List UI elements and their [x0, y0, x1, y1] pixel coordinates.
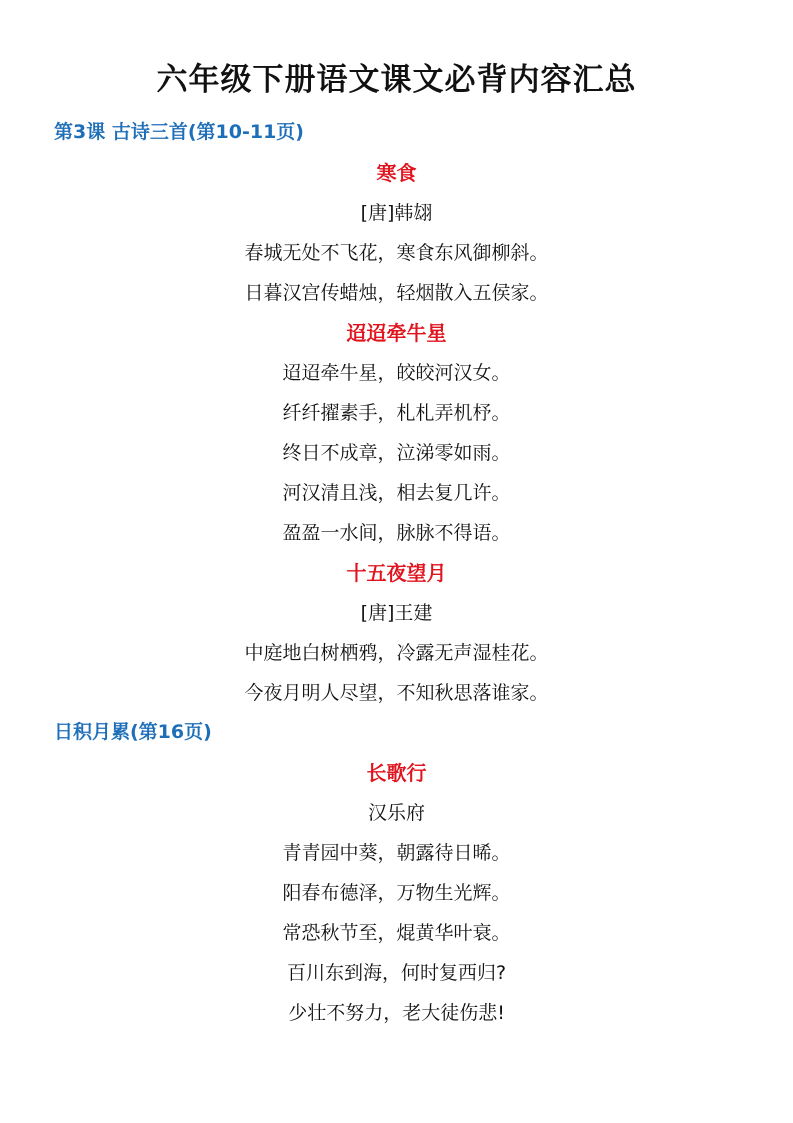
poem-line: 少壮不努力，老大徒伤悲! — [288, 1002, 505, 1024]
poem-title-shiwuye: 十五夜望月 — [346, 561, 447, 585]
page-title: 六年级下册语文课文必背内容汇总 — [156, 62, 637, 98]
poem-author-hanshi: [唐]韩翃 — [360, 202, 433, 224]
poem-line: 今夜月明人尽望，不知秋思落谁家。 — [244, 682, 549, 704]
poem-line: 阳春布德泽，万物生光辉。 — [282, 882, 511, 904]
poem-line: 中庭地白树栖鸦，冷露无声湿桂花。 — [244, 642, 549, 664]
poem-line: 迢迢牵牛星，皎皎河汉女。 — [282, 362, 511, 384]
poem-line: 终日不成章，泣涕零如雨。 — [282, 442, 511, 464]
poem-line: 河汉清且浅，相去复几许。 — [282, 482, 511, 504]
section-heading-rijiyuelei: 日积月累(第16页) — [54, 721, 212, 743]
poem-line: 百川东到海，何时复西归? — [286, 962, 507, 984]
poem-line: 日暮汉宫传蜡烛，轻烟散入五侯家。 — [244, 282, 549, 304]
poem-line: 青青园中葵，朝露待日晞。 — [282, 842, 511, 864]
poem-line: 常恐秋节至，焜黄华叶衰。 — [282, 922, 511, 944]
section-heading-lesson-3: 第3课 古诗三首(第10-11页) — [54, 121, 304, 143]
poem-line: 盈盈一水间，脉脉不得语。 — [282, 522, 511, 544]
poem-line: 春城无处不飞花，寒食东风御柳斜。 — [244, 242, 549, 264]
poem-author-changgexing: 汉乐府 — [367, 802, 425, 824]
poem-author-shiwuye: [唐]王建 — [360, 602, 433, 624]
poem-title-hanshi: 寒食 — [376, 161, 417, 185]
poem-title-changgexing: 长歌行 — [366, 761, 427, 785]
poem-line: 纤纤擢素手，札札弄机杼。 — [282, 402, 511, 424]
poem-title-tiaotiao: 迢迢牵牛星 — [346, 321, 447, 345]
